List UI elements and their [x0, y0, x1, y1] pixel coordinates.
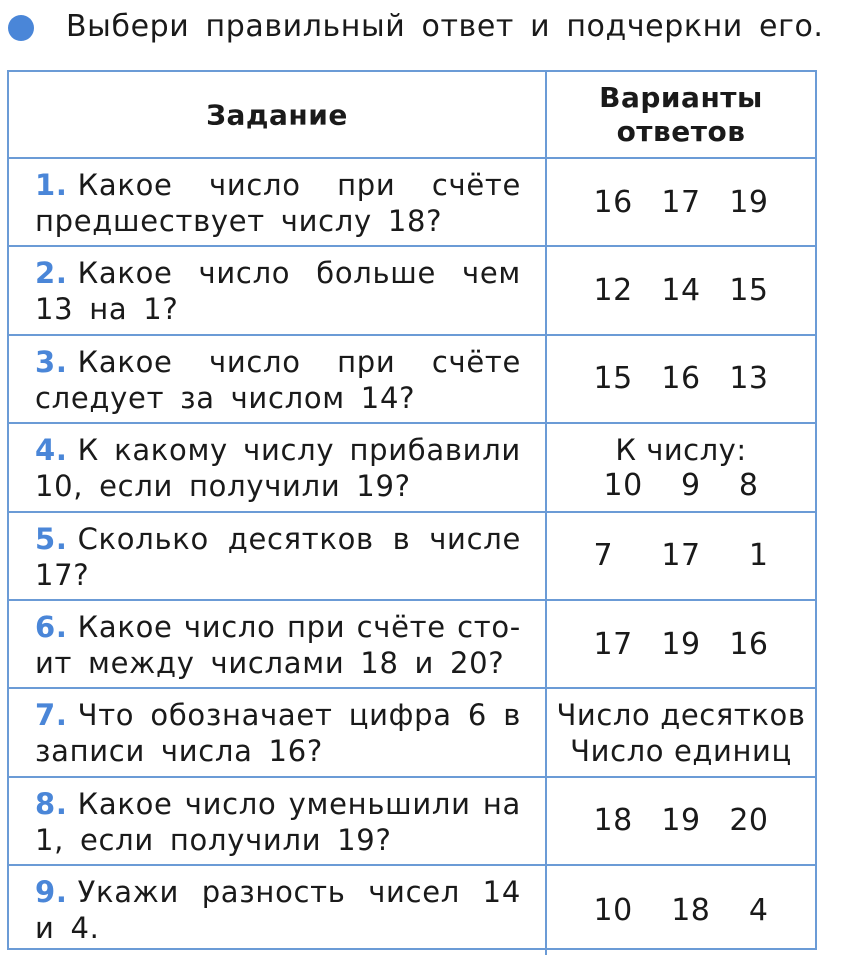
answer-option[interactable]: 18 [671, 892, 711, 928]
answer-options [594, 538, 769, 573]
question-word: числу [243, 433, 335, 468]
table-row [9, 866, 815, 954]
question-line-2: 13 на 1? [35, 292, 179, 327]
question-number: 5. [35, 521, 68, 556]
question-first-word [35, 432, 99, 468]
question-word: счёте [356, 610, 446, 644]
instruction-text: Выбери правильный ответ и подчеркни его. [66, 9, 824, 44]
question-line-1 [35, 344, 521, 380]
question-line-2: 1, если получили 19? [35, 822, 392, 857]
answer-option[interactable]: 13 [729, 361, 769, 397]
answer-option[interactable]: 17 [661, 184, 701, 220]
question-line-1 [35, 786, 521, 822]
question-word: уменьшили [288, 786, 471, 821]
question-line-1 [35, 697, 521, 733]
answer-option[interactable]: 15 [593, 361, 633, 397]
answer-option[interactable]: 12 [593, 273, 633, 309]
answer-options [604, 468, 759, 503]
answer-options-cell [547, 778, 815, 864]
answer-caption: К числу: [615, 432, 747, 467]
question-word: 6 [467, 698, 488, 733]
header-task-cell [9, 72, 547, 157]
header-answers-line2: ответов [616, 114, 746, 148]
instruction [0, 0, 858, 60]
question-first-word [35, 255, 173, 291]
question-first-word [35, 786, 173, 822]
question-word: чисел [368, 875, 461, 910]
question-word: на [482, 786, 521, 821]
answer-option[interactable]: 15 [729, 273, 769, 309]
question-number: 7. [35, 698, 68, 733]
answer-option[interactable]: 20 [729, 803, 769, 839]
question-line-2: 17? [35, 557, 90, 592]
header-answers-line1: Варианты [599, 80, 763, 114]
question-line-2: ит между числами 18 и 20? [35, 646, 505, 680]
answer-option[interactable]: Число единиц [570, 733, 792, 768]
question-word: Укажи [77, 875, 180, 910]
answer-options [594, 273, 769, 308]
table-header-row [9, 72, 815, 159]
question-first-word [35, 874, 179, 910]
answer-options [594, 893, 769, 928]
answer-options-cell [547, 424, 815, 510]
question-word: Что [77, 698, 135, 733]
header-task: Задание [206, 98, 348, 131]
question-number: 9. [35, 875, 68, 910]
question-word: К [77, 433, 99, 468]
question-number: 2. [35, 256, 68, 291]
question-cell [9, 601, 547, 687]
answer-option[interactable]: 4 [748, 892, 769, 928]
table-row [9, 247, 815, 335]
table-row [9, 424, 815, 512]
question-word: сто- [457, 610, 521, 644]
question-line-2: предшествует числу 18? [35, 204, 443, 238]
question-line-1 [35, 609, 521, 645]
answer-option[interactable]: 10 [593, 892, 633, 928]
question-line-1 [35, 167, 521, 203]
table-row [9, 689, 815, 777]
answer-options-cell [547, 513, 815, 599]
question-word: при [337, 168, 396, 202]
question-line-1 [35, 874, 521, 910]
question-word: цифра [348, 698, 452, 733]
question-line-2: и 4. [35, 911, 100, 946]
answer-option[interactable]: 14 [661, 273, 701, 309]
question-word: какому [114, 433, 228, 468]
table-row [9, 601, 815, 689]
question-word: при [286, 610, 346, 644]
question-word: числе [429, 521, 521, 556]
question-number: 3. [35, 344, 68, 379]
table-row [9, 159, 815, 247]
question-word: Какое [77, 256, 173, 291]
bullet-dot-icon [8, 15, 34, 41]
answer-option[interactable]: 17 [661, 538, 701, 574]
question-word: в [392, 521, 411, 556]
answer-option[interactable]: 1 [748, 538, 769, 574]
question-line-2: записи числа 16? [35, 734, 323, 769]
answer-option[interactable]: 16 [661, 361, 701, 397]
answer-option[interactable]: 10 [603, 467, 643, 503]
answer-option[interactable]: 19 [661, 803, 701, 839]
question-word: число [184, 786, 277, 821]
question-word: Какое [77, 344, 173, 379]
answer-options-cell [547, 601, 815, 687]
question-first-word [35, 697, 134, 733]
question-word: разность [201, 875, 346, 910]
question-line-2: следует за числом 14? [35, 380, 416, 415]
answer-option[interactable]: 8 [738, 467, 759, 503]
question-cell [9, 866, 547, 954]
answer-options-cell [547, 689, 815, 775]
answer-option[interactable]: 7 [593, 538, 614, 574]
question-line-1 [35, 255, 521, 291]
question-word: счёте [431, 344, 521, 379]
answer-options-cell [547, 866, 815, 954]
question-word: число [208, 344, 301, 379]
question-cell [9, 689, 547, 775]
table-row [9, 336, 815, 424]
answer-option[interactable]: 16 [729, 626, 769, 662]
question-number: 1. [35, 168, 68, 202]
question-cell [9, 513, 547, 599]
answer-option[interactable]: 18 [593, 803, 633, 839]
question-word: 14 [482, 875, 521, 910]
answer-option[interactable]: 16 [593, 184, 633, 220]
question-word: в [503, 698, 521, 733]
question-number: 6. [35, 610, 68, 644]
question-number: 4. [35, 433, 68, 468]
question-word: десятков [227, 521, 374, 556]
question-cell [9, 159, 547, 245]
answer-options [594, 627, 769, 662]
table-row [9, 513, 815, 601]
question-line-1 [35, 432, 521, 468]
answer-options [594, 803, 769, 838]
question-first-word [35, 521, 209, 557]
answer-options-cell [547, 159, 815, 245]
question-word: число [208, 168, 301, 202]
answer-options [594, 361, 769, 396]
answer-option[interactable]: Число десятков [556, 697, 806, 732]
answer-options-cell [547, 336, 815, 422]
answer-option[interactable]: 17 [593, 626, 633, 662]
question-first-word [35, 609, 173, 645]
question-cell [9, 336, 547, 422]
question-first-word [35, 344, 173, 380]
question-cell [9, 778, 547, 864]
question-word: Сколько [77, 521, 209, 556]
question-cell [9, 424, 547, 510]
question-word: Какое [77, 168, 173, 202]
question-number: 8. [35, 786, 68, 821]
question-cell [9, 247, 547, 333]
question-first-word [35, 167, 173, 203]
table-row [9, 778, 815, 866]
question-word: при [337, 344, 396, 379]
answers-table [7, 70, 817, 950]
question-word: больше [316, 256, 437, 291]
question-word: Какое [77, 786, 173, 821]
question-word: число [183, 610, 276, 644]
question-word: число [198, 256, 291, 291]
question-line-1 [35, 521, 521, 557]
answer-option[interactable]: 9 [681, 467, 701, 503]
question-word: счёте [431, 168, 521, 202]
question-word: Какое [77, 610, 173, 644]
question-line-2: 10, если получили 19? [35, 469, 411, 504]
question-word: обозначает [150, 698, 333, 733]
question-word: прибавили [349, 433, 521, 468]
question-word: чем [462, 256, 521, 291]
header-answers-cell [547, 72, 815, 157]
answer-options-cell [547, 247, 815, 333]
answer-option[interactable]: 19 [729, 184, 769, 220]
answer-option[interactable]: 19 [661, 626, 701, 662]
answer-options [594, 185, 769, 220]
